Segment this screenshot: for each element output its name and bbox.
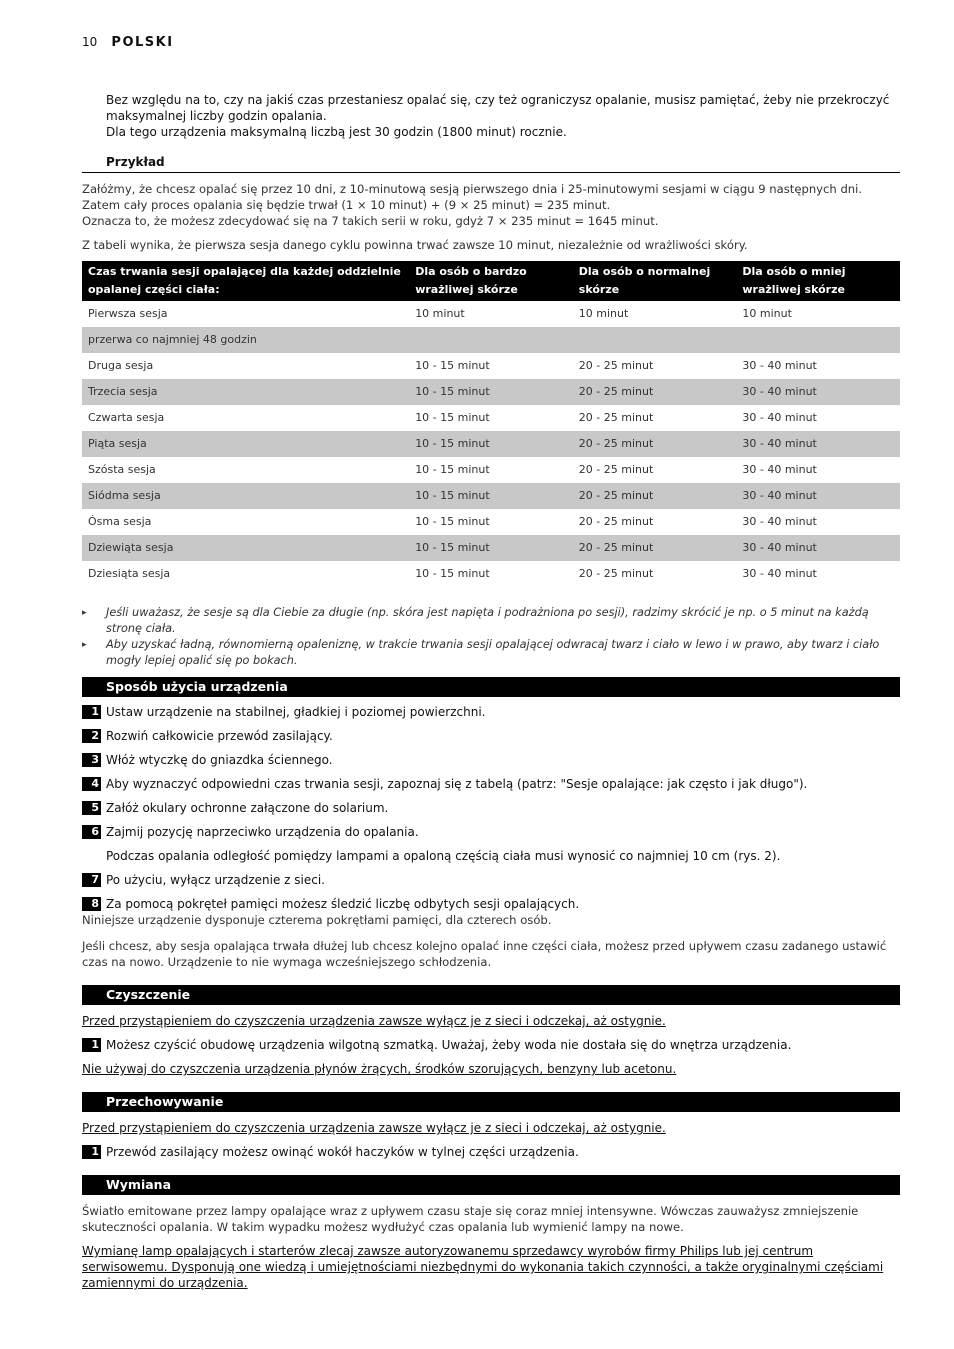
intro-text-2: Dla tego urządzenia maksymalną liczbą jest 30 godzin (1800 minut) rocznie. xyxy=(106,125,567,139)
table-cell: przerwa co najmniej 48 godzin xyxy=(82,327,409,353)
table-cell: Dziewiąta sesja xyxy=(82,535,409,561)
step-6-note: Podczas opalania odległość pomiędzy lampami a opaloną częścią ciała musi wynosić co najmniej 10 cm (rys. 2). xyxy=(106,849,781,863)
step-8-note: Niniejsze urządzenie dysponuje czterema pokrętłami pamięci, dla czterech osób. xyxy=(82,913,552,927)
table-cell: 20 - 25 minut xyxy=(573,431,737,457)
step-text: Możesz czyścić obudowę urządzenia wilgotną szmatką. Uważaj, żeby woda nie dostała się do wnętrza urządzenia. xyxy=(106,1038,792,1052)
table-cell: 10 - 15 minut xyxy=(415,515,490,528)
table-cell: Druga sesja xyxy=(88,359,154,372)
table-cell: 20 - 25 minut xyxy=(578,411,654,424)
tip-text: Aby uzyskać ładną, równomierną opaleniznę, w trakcie trwania sesji opalającej odwracaj twarz i ciało w lewo i w prawo, aby twarz i ciało mogły lepiej opalić się po bokach. xyxy=(106,638,880,667)
table-cell xyxy=(409,327,573,353)
example-block xyxy=(82,181,900,253)
page-content xyxy=(82,92,900,1291)
language-label: POLSKI xyxy=(111,35,174,50)
tip-text: Jeśli uważasz, że sesje są dla Ciebie za długie (np. skóra jest napięta i podrażniona po sesji), radzimy skrócić je np. o 5 minut na każdą stronę ciała. xyxy=(106,606,869,635)
step-number: 1 xyxy=(82,1038,101,1052)
replacement-warning: Wymianę lamp opalających i starterów zlecaj zawsze autoryzowanemu sprzedawcy wyrobów firmy Philips lub jej centrum serwisowemu. Dysponują one wiedzą i umiejętnościami niezbędnymi do wykonania takich czynności, a także oryginalnymi częściami zamiennymi do urządzenia. xyxy=(82,1244,884,1290)
cleaning-warning-2: Nie używaj do czyszczenia urządzenia płynów żrących, środków szorujących, benzyny lub acetonu. xyxy=(82,1062,677,1076)
step-number: 5 xyxy=(82,801,101,815)
intro-block xyxy=(82,92,900,140)
table-cell: 10 minut xyxy=(415,307,465,320)
step-number: 8 xyxy=(82,897,101,911)
tips-list xyxy=(82,605,900,669)
step-item xyxy=(82,776,900,792)
step-number: 4 xyxy=(82,777,101,791)
table-cell: 30 - 40 minut xyxy=(742,515,817,528)
table-cell: 10 - 15 minut xyxy=(415,463,490,476)
table-header-row xyxy=(82,261,900,301)
table-cell: 30 - 40 minut xyxy=(736,431,900,457)
step-text: Załóż okulary ochronne załączone do solarium. xyxy=(106,801,389,815)
table-header-cell: Czas trwania sesji opalającej dla każdej oddzielnie opalanej części ciała: xyxy=(82,261,409,301)
intro-text-1: Bez względu na to, czy na jakiś czas przestaniesz opalać się, czy też ograniczysz opalanie, musisz pamiętać, żeby nie przekroczyć maksymalnej liczby godzin opalania. xyxy=(106,93,890,123)
usage-heading: Sposób użycia urządzenia xyxy=(82,677,900,697)
table-cell: 30 - 40 minut xyxy=(742,359,817,372)
table-row xyxy=(82,301,900,327)
table-row xyxy=(82,457,900,483)
usage-paragraph: Jeśli chcesz, aby sesja opalająca trwała dłużej lub chcesz kolejno opalać inne części ciała, możesz przed upływem czasu zadanego ustawić czas na nowo. Urządzenie to nie wymaga wcześniejszego schłodzenia. xyxy=(82,939,887,969)
storage-heading: Przechowywanie xyxy=(82,1092,900,1112)
table-cell: Piąta sesja xyxy=(82,431,409,457)
table-cell: 20 - 25 minut xyxy=(573,379,737,405)
step-item xyxy=(82,800,900,816)
cleaning-heading: Czyszczenie xyxy=(82,985,900,1005)
table-cell: 30 - 40 minut xyxy=(736,483,900,509)
replacement-paragraph: Światło emitowane przez lampy opalające wraz z upływem czasu staje się coraz mniej intensywne. Wówczas zauważysz zmniejszenie skuteczności opalania. W takim wypadku możesz wydłużyć czas opalania lub wymienić lampy na nowe. xyxy=(82,1204,859,1234)
triangle-bullet-icon: ▸ xyxy=(82,608,87,618)
table-cell: 20 - 25 minut xyxy=(578,359,654,372)
step-text: Za pomocą pokręteł pamięci możesz śledzić liczbę odbytych sesji opalających. xyxy=(106,897,580,911)
table-cell: Trzecia sesja xyxy=(82,379,409,405)
table-cell: 10 - 15 minut xyxy=(409,535,573,561)
table-header-cell: Dla osób o mniej wrażliwej skórze xyxy=(736,261,900,301)
step-text: Po użyciu, wyłącz urządzenie z sieci. xyxy=(106,873,325,887)
step-text: Rozwiń całkowicie przewód zasilający. xyxy=(106,729,333,743)
step-item xyxy=(82,728,900,744)
table-cell: 10 - 15 minut xyxy=(409,379,573,405)
step-number: 2 xyxy=(82,729,101,743)
step-text: Zajmij pozycję naprzeciwko urządzenia do opalania. xyxy=(106,825,419,839)
step-item xyxy=(82,1144,900,1160)
page-number: 10 xyxy=(82,35,98,49)
step-item xyxy=(82,896,900,912)
table-cell: 10 minut xyxy=(742,307,792,320)
table-cell: Czwarta sesja xyxy=(88,411,165,424)
step-text: Ustaw urządzenie na stabilnej, gładkiej i poziomej powierzchni. xyxy=(106,705,486,719)
table-cell: 10 - 15 minut xyxy=(415,359,490,372)
table-cell: Pierwsza sesja xyxy=(88,307,168,320)
list-item xyxy=(82,605,900,637)
table-cell: Dziesiąta sesja xyxy=(88,567,171,580)
table-header-cell: Dla osób o normalnej skórze xyxy=(573,261,737,301)
page-header xyxy=(82,35,174,50)
table-cell: 20 - 25 minut xyxy=(578,515,654,528)
table-header-cell: Dla osób o bardzo wrażliwej skórze xyxy=(409,261,573,301)
step-item xyxy=(82,1037,900,1053)
table-cell: Ósma sesja xyxy=(88,515,152,528)
table-row xyxy=(82,327,900,353)
step-number: 3 xyxy=(82,753,101,767)
table-cell: 10 - 15 minut xyxy=(415,567,490,580)
step-number: 6 xyxy=(82,825,101,839)
step-number: 7 xyxy=(82,873,101,887)
step-number: 1 xyxy=(82,705,101,719)
step-item xyxy=(82,752,900,768)
example-line-3: Oznacza to, że możesz zdecydować się na 7 takich serii w roku, gdyż 7 × 235 minut = 1645 minut. xyxy=(82,214,659,228)
table-cell xyxy=(573,327,737,353)
table-cell: 10 - 15 minut xyxy=(409,431,573,457)
step-text: Włóż wtyczkę do gniazdka ściennego. xyxy=(106,753,333,767)
session-table xyxy=(82,261,900,587)
table-cell: 10 - 15 minut xyxy=(409,483,573,509)
table-row xyxy=(82,353,900,379)
table-cell: 20 - 25 minut xyxy=(578,463,654,476)
table-row xyxy=(82,431,900,457)
table-row xyxy=(82,509,900,535)
table-cell xyxy=(736,327,900,353)
list-item xyxy=(82,637,900,669)
table-row xyxy=(82,379,900,405)
step-number: 1 xyxy=(82,1145,101,1159)
table-cell: 20 - 25 minut xyxy=(573,483,737,509)
example-note: Z tabeli wynika, że pierwsza sesja danego cyklu powinna trwać zawsze 10 minut, niezależnie od wrażliwości skóry. xyxy=(82,238,748,252)
table-cell: 20 - 25 minut xyxy=(573,535,737,561)
step-text: Aby wyznaczyć odpowiedni czas trwania sesji, zapoznaj się z tabelą (patrz: "Sesje opalające: jak często i jak długo"). xyxy=(106,777,808,791)
example-heading: Przykład xyxy=(82,150,900,173)
step-item xyxy=(82,824,900,840)
table-row xyxy=(82,483,900,509)
table-cell: 10 - 15 minut xyxy=(415,411,490,424)
table-cell: Szósta sesja xyxy=(88,463,156,476)
table-cell: 30 - 40 minut xyxy=(742,567,817,580)
table-cell: 30 - 40 minut xyxy=(742,463,817,476)
table-cell: 30 - 40 minut xyxy=(736,535,900,561)
example-line-2: Zatem cały proces opalania się będzie trwał (1 × 10 minut) + (9 × 25 minut) = 235 minut. xyxy=(82,198,611,212)
storage-warning: Przed przystąpieniem do czyszczenia urządzenia zawsze wyłącz je z sieci i odczekaj, aż ostygnie. xyxy=(82,1121,666,1135)
usage-steps xyxy=(82,704,900,970)
example-line-1: Załóżmy, że chcesz opalać się przez 10 dni, z 10-minutową sesją pierwszego dnia i 25-minutowymi sesjami w ciągu 9 następnych dni. xyxy=(82,182,863,196)
table-cell: 30 - 40 minut xyxy=(742,411,817,424)
step-text: Przewód zasilający możesz owinąć wokół haczyków w tylnej części urządzenia. xyxy=(106,1145,579,1159)
table-cell: 20 - 25 minut xyxy=(578,567,654,580)
table-row xyxy=(82,561,900,587)
step-item xyxy=(82,704,900,720)
table-cell: 30 - 40 minut xyxy=(736,379,900,405)
triangle-bullet-icon: ▸ xyxy=(82,640,87,650)
table-row xyxy=(82,405,900,431)
table-cell: 10 minut xyxy=(578,307,629,320)
replacement-heading: Wymiana xyxy=(82,1175,900,1195)
table-body xyxy=(82,301,900,587)
table-row xyxy=(82,535,900,561)
cleaning-warning: Przed przystąpieniem do czyszczenia urządzenia zawsze wyłącz je z sieci i odczekaj, aż ostygnie. xyxy=(82,1014,666,1028)
table-cell: Siódma sesja xyxy=(82,483,409,509)
step-item xyxy=(82,872,900,888)
